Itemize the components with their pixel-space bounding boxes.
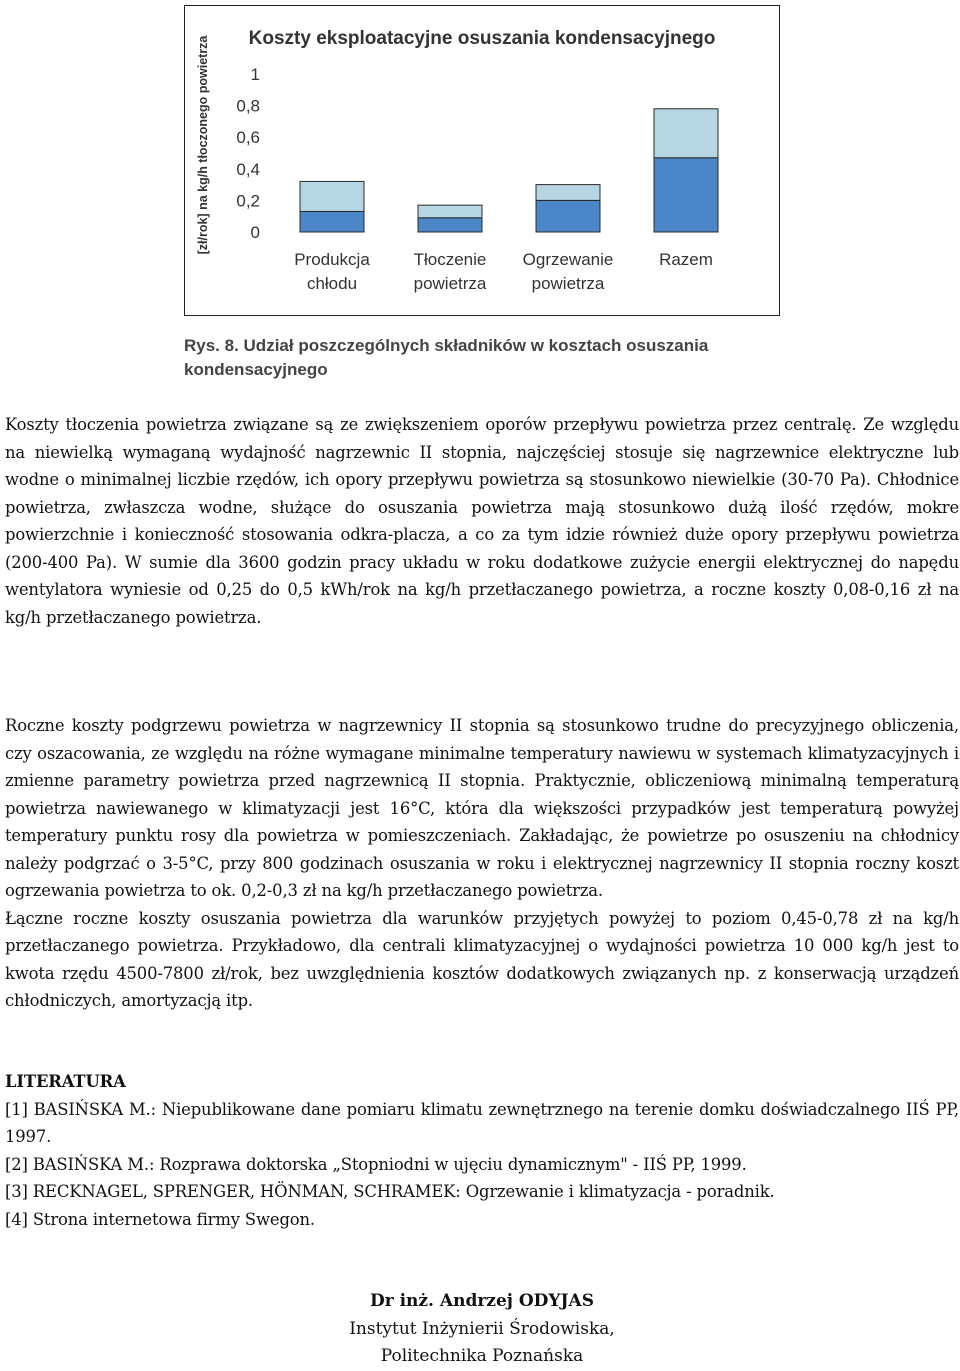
body-text-1 <box>5 411 959 631</box>
bar-segment-2 <box>300 181 364 211</box>
literature-heading: LITERATURA <box>5 1072 126 1091</box>
x-category-label: powietrza <box>531 274 605 293</box>
literature-item-4: [4] Strona internetowa firmy Swegon. <box>5 1209 315 1229</box>
bar-chart <box>185 6 779 315</box>
bar-segment-1 <box>536 200 600 232</box>
author-university: Politechnika Poznańska <box>380 1346 584 1366</box>
bar-segment-1 <box>654 158 718 232</box>
paragraph-1: Koszty tłoczenia powietrza związane są ze zwiększeniem oporów przepływu powietrza przez centralę. Ze względu na niewielką wymaganą wydajność nagrzewnic II stopnia, najczęściej stosuje się nagrzewnice elektryczne lub wodne o minimalnej liczbie rzędów, ich opory przepływu powietrza są stosunkowo niewielkie (30-70 Pa). Chłodnice powietrza, zwłaszcza wodne, służące do osuszania powietrza mają stosunkowo dużą ilość rzędów, mokre powierzchnie i konieczność stosowania odkra-placza, a co za tym idzie również duże opory przepływu powietrza (200-400 Pa). W sumie dla 3600 godzin pracy układu w roku dodatkowe zużycie energii elektrycznej do napędu wentylatora wyniesie od 0,25 do 0,5 kWh/rok na kg/h przetłaczanego powietrza, a roczne koszty 0,08-0,16 zł na kg/h przetłaczanego powietrza. <box>5 415 959 627</box>
literature-item-1: [1] BASIŃSKA M.: Niepublikowane dane pomiaru klimatu zewnętrznego na terenie domku doświadczalnego IIŚ PP, 1997. <box>5 1099 959 1146</box>
y-tick-label: 0,2 <box>236 191 260 211</box>
author-name: Dr inż. Andrzej ODYJAS <box>369 1291 595 1311</box>
bar-segment-2 <box>418 205 482 218</box>
x-category-label: powietrza <box>413 274 487 293</box>
paragraph-2: Roczne koszty podgrzewu powietrza w nagrzewnicy II stopnia są stosunkowo trudne do precyzyjnego obliczenia, czy oszacowania, ze względu na różne wymagane minimalne temperatury nawiewu w systemach klimatyzacyjnych i zmienne parametry powietrza przed nagrzewnicą II stopnia. Praktycznie, obliczeniową minimalną temperaturą powietrza nawiewanego w klimatyzacji jest 16°C, która dla większości przypadków jest temperaturą powyżej temperatury punktu rosy dla powietrza w pomieszczeniach. Zakładając, że powietrze po osuszeniu na chłodnicy należy podgrzać o 3-5°C, przy 800 godzinach osuszania w roku i elektrycznej nagrzewnicy II stopnia roczny koszt ogrzewania powietrza to ok. 0,2-0,3 zł na kg/h przetłaczanego powietrza. <box>5 716 959 900</box>
bar-segment-1 <box>418 218 482 232</box>
y-tick-label: 0 <box>250 223 260 242</box>
y-tick-label: 0,8 <box>236 96 260 116</box>
y-tick-label: 0,6 <box>236 128 260 148</box>
x-category-label: Produkcja <box>294 250 370 269</box>
body-text-2 <box>5 712 959 1015</box>
x-category-label: Ogrzewanie <box>522 250 614 269</box>
bar-segment-2 <box>654 109 718 158</box>
literature-item-3: [3] RECKNAGEL, SPRENGER, HÖNMAN, SCHRAMEK: Ogrzewanie i klimatyzacja - poradnik. <box>5 1182 775 1201</box>
literature-item-2: [2] BASIŃSKA M.: Rozprawa doktorska „Stopniodni w ujęciu dynamicznym" - IIŚ PP, 1999. <box>5 1154 747 1174</box>
y-axis-label: [zł/rok] na kg/h tłoczonego powietrza <box>196 35 210 255</box>
paragraph-3: Łączne roczne koszty osuszania powietrza dla warunków przyjętych powyżej to poziom 0,45-0,78 zł na kg/h przetłaczanego powietrza. Przykładowo, dla centrali klimatyzacyjnej o wydajności powietrza 10 000 kg/h jest to kwota rzędu 4500-7800 zł/rok, bez uwzględnienia kosztów dodatkowych związanych np. z konserwacją urządzeń chłodniczych, amortyzacją itp. <box>5 908 959 1010</box>
figure-chart <box>184 5 780 316</box>
literature-section <box>5 1068 959 1233</box>
y-tick-label: 0,4 <box>236 159 260 179</box>
x-category-label: Razem <box>659 250 713 269</box>
x-category-label: Tłoczenie <box>413 250 487 269</box>
signature-block <box>300 1288 664 1371</box>
figure-caption: Rys. 8. Udział poszczególnych składników w kosztach osuszania kondensacyjnego <box>184 336 709 379</box>
y-tick-label: 1 <box>250 65 260 84</box>
x-category-label: chłodu <box>306 274 358 293</box>
chart-title: Koszty eksploatacyjne osuszania kondensacyjnego <box>248 28 716 49</box>
bar-segment-2 <box>536 185 600 201</box>
bar-segment-1 <box>300 211 364 232</box>
author-institute: Instytut Inżynierii Środowiska, <box>349 1318 615 1339</box>
